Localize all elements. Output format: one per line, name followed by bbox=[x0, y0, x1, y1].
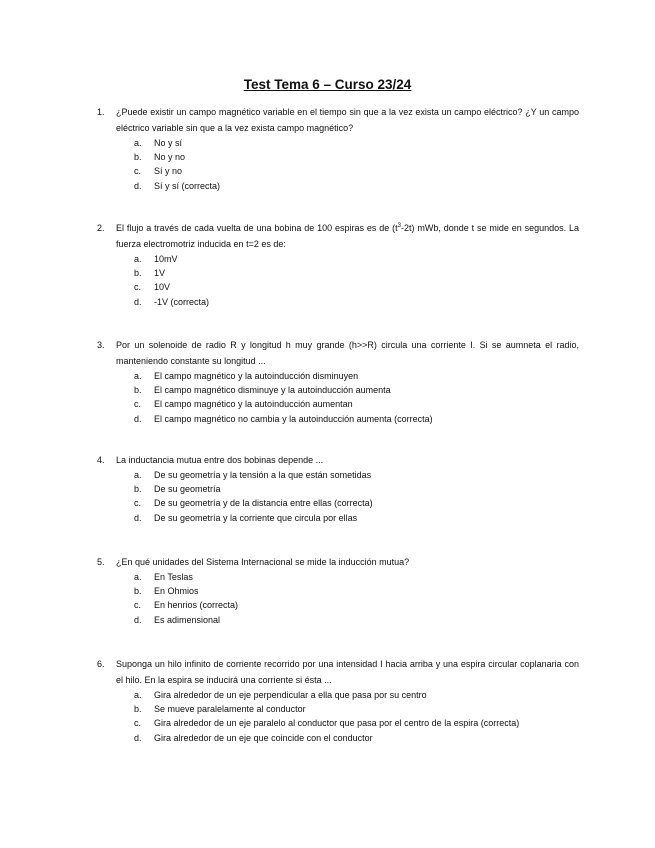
option-text: No y sí bbox=[154, 138, 183, 148]
option-label: c. bbox=[134, 600, 142, 611]
option-text: Gira alrededor de un eje paralelo al conductor que pasa por el centro de la espira (correcta) bbox=[154, 718, 520, 729]
option-text: De su geometría y de la distancia entre ellas (correcta) bbox=[154, 498, 373, 509]
question-2 bbox=[97, 220, 579, 309]
option-label: b. bbox=[134, 586, 142, 597]
option-label: a. bbox=[134, 572, 142, 582]
option-c bbox=[97, 598, 579, 612]
option-d bbox=[97, 511, 579, 525]
option-text: Sí y no bbox=[154, 166, 183, 177]
option-text: No y no bbox=[154, 152, 186, 163]
option-b bbox=[97, 482, 579, 496]
option-label: d. bbox=[134, 296, 142, 307]
option-label: d. bbox=[134, 512, 142, 523]
option-text: 10mV bbox=[154, 254, 178, 264]
option-label: b. bbox=[134, 268, 142, 279]
option-b bbox=[97, 383, 579, 397]
question-1 bbox=[97, 104, 579, 193]
question-5 bbox=[97, 554, 579, 627]
option-label: a. bbox=[134, 138, 142, 148]
options-list bbox=[97, 252, 579, 309]
option-label: c. bbox=[134, 282, 142, 293]
option-label: d. bbox=[134, 732, 142, 743]
option-label: d. bbox=[134, 180, 142, 191]
options-list bbox=[97, 570, 579, 627]
option-c bbox=[97, 716, 579, 730]
option-c bbox=[97, 280, 579, 294]
option-text: El campo magnético y la autoinducción disminuyen bbox=[154, 371, 359, 381]
option-b bbox=[97, 266, 579, 280]
option-text: Gira alrededor de un eje que coincide con el conductor bbox=[154, 732, 373, 743]
options-list bbox=[97, 136, 579, 193]
option-label: a. bbox=[134, 371, 142, 381]
option-label: d. bbox=[134, 614, 142, 625]
option-text: De su geometría y la corriente que circula por ellas bbox=[154, 512, 358, 523]
superscript: 3 bbox=[397, 223, 401, 229]
option-text: En Ohmios bbox=[154, 586, 199, 597]
option-label: a. bbox=[134, 470, 142, 480]
option-label: d. bbox=[134, 413, 142, 424]
option-b bbox=[97, 702, 579, 716]
option-text: Sí y sí (correcta) bbox=[154, 180, 221, 191]
option-label: c. bbox=[134, 166, 142, 177]
document-title: Test Tema 6 – Curso 23/24 bbox=[243, 77, 412, 92]
question-text: ¿Puede existir un campo magnético variable en el tiempo sin que a la vez exista un campo eléctrico? ¿Y un campo eléctrico variable sin que a la vez exista campo magnético? bbox=[116, 107, 579, 133]
option-d bbox=[97, 295, 579, 309]
option-a bbox=[97, 369, 579, 383]
option-b bbox=[97, 150, 579, 164]
option-text: El campo magnético no cambia y la autoinducción aumenta (correcta) bbox=[154, 413, 433, 424]
option-text: En henrios (correcta) bbox=[154, 600, 239, 611]
option-c bbox=[97, 496, 579, 510]
option-a bbox=[97, 252, 579, 266]
option-label: c. bbox=[134, 718, 142, 729]
option-text: 10V bbox=[154, 282, 171, 293]
option-a bbox=[97, 136, 579, 150]
question-text: La inductancia mutua entre dos bobinas depende ... bbox=[116, 455, 324, 465]
question-text-part: -2t) mWb, donde t se mide en segundos. La fuerza electromotriz inducida en t=2 es de: bbox=[116, 223, 579, 249]
options-list bbox=[97, 369, 579, 426]
option-label: b. bbox=[134, 484, 142, 495]
option-label: b. bbox=[134, 385, 142, 396]
option-d bbox=[97, 179, 579, 193]
option-a bbox=[97, 570, 579, 584]
option-text: El campo magnético disminuye y la autoinducción aumenta bbox=[154, 385, 391, 396]
option-label: a. bbox=[134, 254, 142, 264]
question-text: Por un solenoide de radio R y longitud h muy grande (h>>R) circula una corriente I. Si se aumneta el radio, manteniendo constante su longitud ... bbox=[116, 340, 579, 366]
option-text: -1V (correcta) bbox=[154, 296, 210, 307]
question-6 bbox=[97, 656, 579, 745]
option-text: Se mueve paralelamente al conductor bbox=[154, 704, 306, 715]
question-text-part: El flujo a través de cada vuelta de una bobina de 100 espiras es de (t bbox=[116, 223, 398, 233]
option-b bbox=[97, 584, 579, 598]
option-label: c. bbox=[134, 399, 142, 410]
question-number: 6. bbox=[97, 659, 105, 669]
option-text: El campo magnético y la autoinducción aumentan bbox=[154, 399, 353, 410]
option-a bbox=[97, 468, 579, 482]
option-c bbox=[97, 397, 579, 411]
question-number: 5. bbox=[97, 557, 105, 567]
question-number: 2. bbox=[97, 223, 105, 233]
options-list bbox=[97, 468, 579, 525]
option-label: c. bbox=[134, 498, 142, 509]
question-text: Suponga un hilo infinito de corriente recorrido por una intensidad I hacia arriba y una espira circular coplanaria con el hilo. En la espira se inducirá una corriente si ésta ... bbox=[116, 659, 579, 685]
option-text: Es adimensional bbox=[154, 614, 221, 625]
question-text: ¿En qué unidades del Sistema Internacional se mide la inducción mutua? bbox=[116, 557, 410, 567]
option-label: b. bbox=[134, 704, 142, 715]
option-c bbox=[97, 164, 579, 178]
question-number: 3. bbox=[97, 340, 105, 350]
option-text: De su geometría y la tensión a la que están sometidas bbox=[154, 470, 372, 480]
question-4 bbox=[97, 452, 579, 525]
question-3 bbox=[97, 337, 579, 426]
options-list bbox=[97, 688, 579, 745]
option-text: 1V bbox=[154, 268, 166, 279]
option-label: b. bbox=[134, 152, 142, 163]
option-text: Gira alrededor de un eje perpendicular a ella que pasa por su centro bbox=[154, 690, 427, 700]
option-d bbox=[97, 731, 579, 745]
question-text bbox=[116, 220, 579, 252]
option-d bbox=[97, 412, 579, 426]
option-text: En Teslas bbox=[154, 572, 193, 582]
option-text: De su geometría bbox=[154, 484, 221, 495]
option-d bbox=[97, 613, 579, 627]
question-number: 1. bbox=[97, 107, 105, 117]
option-label: a. bbox=[134, 690, 142, 700]
option-a bbox=[97, 688, 579, 702]
question-number: 4. bbox=[97, 455, 105, 465]
